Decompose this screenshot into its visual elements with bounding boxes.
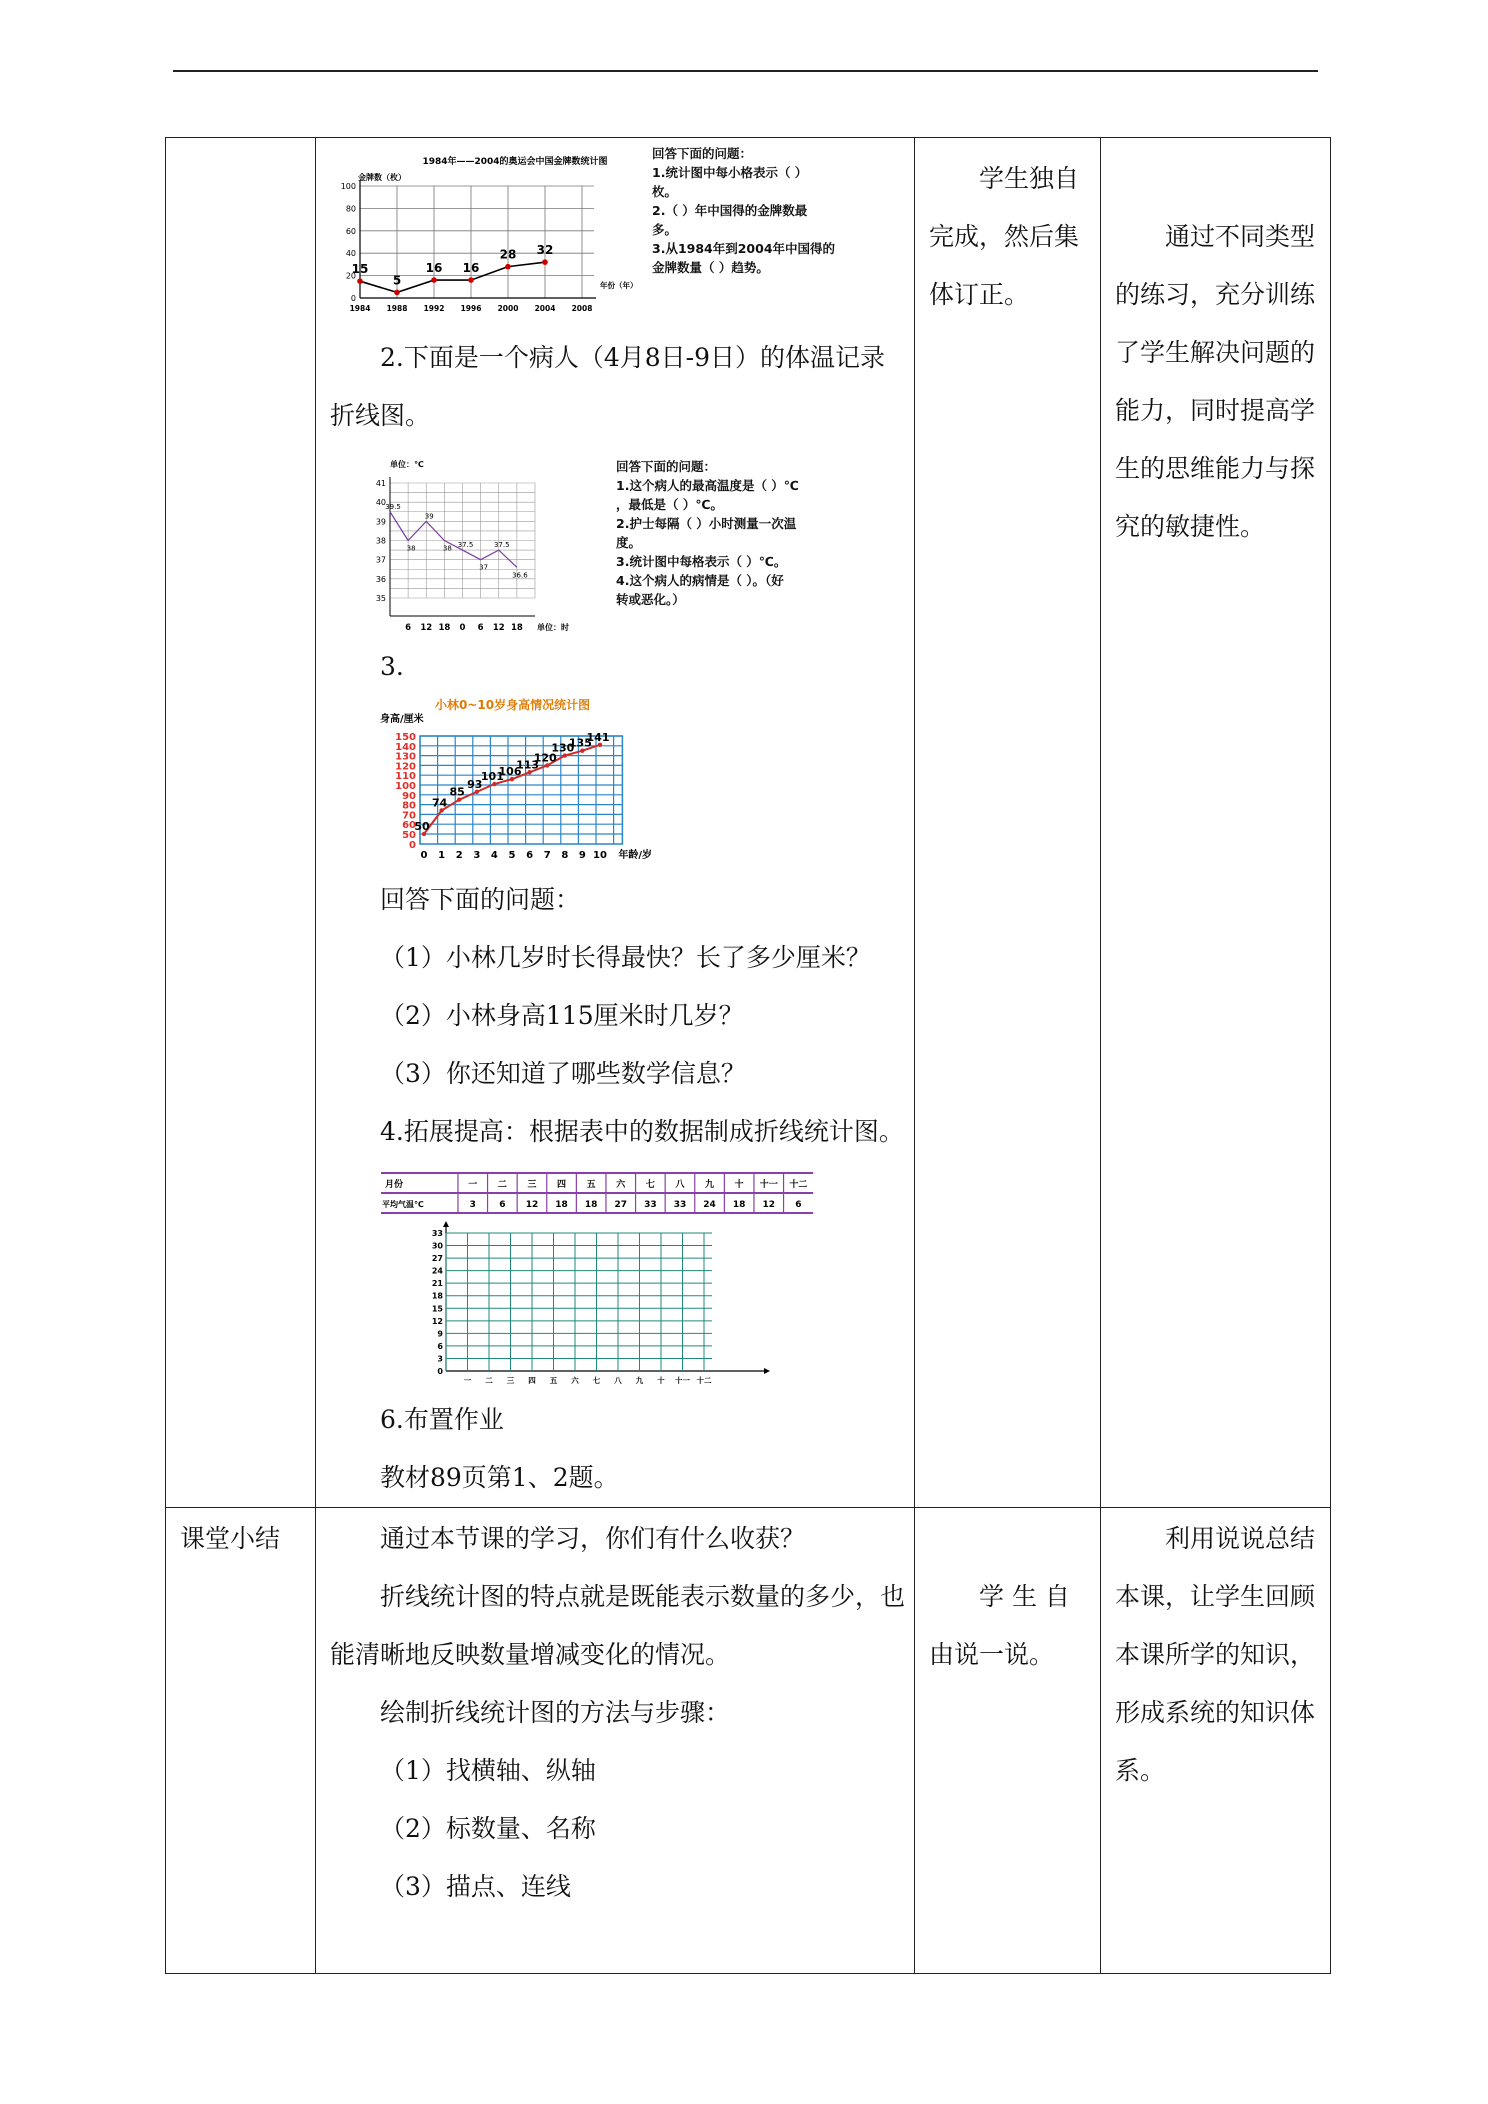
series-line [390, 512, 517, 568]
summary-row [166, 1508, 1331, 1974]
y-tick-label: 140 [395, 741, 416, 753]
summary-label: 课堂小结 [180, 1524, 281, 1553]
data-label: 16 [462, 261, 480, 276]
x-axis-label: 单位：时 [537, 623, 569, 632]
data-label: 106 [498, 765, 522, 779]
x-tick-label: 3 [473, 850, 481, 861]
data-label: 113 [516, 758, 540, 772]
x-tick-label: 6 [477, 623, 484, 633]
table-cell: 3 [469, 1200, 476, 1210]
table-header-cell: 九 [705, 1180, 715, 1190]
question-line: 1.这个病人的最高温度是（ ）℃ [616, 478, 799, 493]
question-3-item-1: （1）小林几岁时长得最快？长了多少厘米？ [380, 943, 871, 972]
y-tick-label: 27 [431, 1254, 443, 1264]
x-tick-label: 四 [528, 1376, 536, 1385]
table-cell: 12 [525, 1200, 539, 1210]
x-tick-label: 1996 [460, 304, 482, 313]
data-label: 16 [425, 261, 443, 276]
question-line: 2.护士每隔（ ）小时测量一次温 [616, 516, 797, 531]
y-tick-label: 50 [402, 830, 416, 841]
data-point [431, 277, 437, 283]
data-point [468, 277, 474, 283]
chart-title: 小林0~10岁身高情况统计图 [435, 698, 591, 712]
homework-content: 教材89页第1、2题。 [380, 1463, 619, 1492]
question-line: 回答下面的问题： [652, 146, 753, 161]
table-header-cell: 六 [616, 1180, 626, 1190]
y-tick-label: 150 [395, 732, 416, 743]
question-4-text: 4.拓展提高：根据表中的数据制成折线统计图。 [380, 1117, 904, 1146]
data-label: 37.5 [493, 541, 510, 550]
table-cell: 33 [644, 1200, 657, 1210]
x-tick-label: 2 [455, 850, 463, 861]
table-header-cell: 二 [497, 1180, 507, 1190]
y-tick-label: 37 [375, 555, 386, 565]
y-axis-arrow [443, 1221, 449, 1227]
table-header-cell: 一 [468, 1180, 478, 1190]
data-point [357, 278, 363, 284]
question-line: 金牌数量（ ）趋势。 [652, 260, 769, 275]
x-tick-label: 10 [593, 850, 607, 861]
temp-chart-questions [616, 457, 856, 609]
y-axis-label: 金牌数（枚） [358, 173, 406, 182]
y-tick-label: 0 [437, 1367, 443, 1376]
y-tick-label: 6 [437, 1341, 443, 1351]
lesson-table [165, 137, 1331, 1974]
series-line [360, 262, 545, 292]
activity-cell [316, 138, 915, 1508]
x-tick-label: 1988 [386, 304, 408, 313]
x-tick-label: 18 [510, 623, 523, 633]
data-point [394, 290, 400, 296]
data-label: 141 [586, 730, 610, 744]
homework-title: 6.布置作业 [380, 1405, 504, 1434]
table-header-cell: 八 [675, 1180, 685, 1190]
summary-student-text: 学 生 自由说一说。 [929, 1582, 1070, 1669]
question-line: 回答下面的问题： [616, 459, 717, 474]
gold-medal-chart [330, 138, 650, 323]
data-label: 38 [406, 544, 416, 553]
x-tick-label: 1992 [423, 304, 445, 313]
table-header-cell: 十二 [789, 1180, 808, 1190]
question-line: 度。 [616, 535, 642, 550]
x-tick-label: 0 [459, 623, 466, 633]
x-tick-label: 0 [420, 850, 428, 861]
practice-row [166, 138, 1331, 1508]
monthly-temperature-table [381, 1163, 808, 1223]
summary-intent-text: 利用说说总结本课，让学生回顾本课所学的知识，形成系统的知识体系。 [1115, 1524, 1316, 1785]
x-tick-label: 4 [490, 850, 498, 861]
x-tick-label: 7 [543, 850, 551, 861]
data-label: 5 [392, 273, 402, 288]
data-label: 36.6 [512, 571, 528, 580]
question-3 [330, 638, 906, 696]
x-tick-label: 十 [657, 1376, 665, 1385]
summary-content [330, 1510, 906, 1916]
table-cell: 6 [795, 1200, 802, 1210]
y-tick-label: 80 [402, 800, 416, 812]
data-label: 39.5 [385, 502, 401, 511]
summary-line: （2）标数量、名称 [380, 1814, 596, 1843]
summary-line: 通过本节课的学习，你们有什么收获？ [380, 1524, 806, 1553]
question-line: 2.（ ）年中国得的金牌数最 [652, 203, 808, 218]
table-header-cell: 月份 [385, 1180, 404, 1190]
x-tick-label: 一 [463, 1376, 472, 1385]
y-tick-label: 130 [395, 751, 416, 763]
design-intent-text: 通过不同类型的练习，充分训练了学生解决问题的能力，同时提高学生的思维能力与探究的敏捷性。 [1115, 222, 1316, 541]
x-tick-label: 6 [405, 623, 412, 633]
question-line: 枚。 [652, 184, 678, 199]
question-3-item-2: （2）小林身高115厘米时几岁？ [380, 1001, 744, 1030]
y-tick-label: 60 [402, 820, 416, 832]
data-label: 74 [431, 796, 448, 810]
data-label: 28 [499, 247, 517, 262]
x-axis-label: 年份（年） [600, 281, 638, 290]
data-label: 37.5 [457, 541, 474, 550]
y-axis-label: 单位：℃ [390, 460, 424, 469]
chart-title: 1984年——2004的奥运会中国金牌数统计图 [422, 157, 608, 167]
table-header-cell: 十一 [759, 1180, 778, 1190]
table-cell: 18 [732, 1200, 746, 1210]
y-tick-label: 0 [409, 840, 416, 851]
data-label: 130 [551, 741, 575, 755]
x-tick-label: 1 [438, 850, 446, 861]
data-label: 135 [568, 736, 592, 750]
height-chart [380, 696, 653, 871]
table-header-cell: 十 [734, 1180, 744, 1190]
x-axis-arrow [764, 1368, 770, 1374]
question-line: 转或恶化。） [616, 592, 685, 607]
table-cell: 平均气温℃ [382, 1200, 424, 1209]
y-tick-label: 80 [345, 204, 356, 214]
table-cell: 6 [499, 1200, 506, 1210]
data-label: 38 [442, 544, 452, 553]
student-activity-cell [915, 138, 1101, 1508]
x-tick-label: 六 [571, 1376, 579, 1385]
data-label: 37 [479, 563, 489, 572]
question-line: ，最低是（ ）℃。 [616, 497, 723, 512]
x-tick-label: 二 [485, 1376, 493, 1385]
y-tick-label: 18 [431, 1291, 443, 1301]
question-3-sub [330, 871, 906, 1161]
data-label: 101 [480, 770, 504, 784]
y-axis-label: 身高/厘米 [380, 714, 424, 725]
gold-chart-questions [652, 144, 852, 277]
y-tick-label: 41 [375, 479, 386, 488]
x-tick-label: 6 [526, 850, 534, 861]
y-tick-label: 120 [395, 761, 416, 773]
x-tick-label: 2000 [497, 304, 519, 313]
blank-line-chart-grid [426, 1221, 866, 1391]
x-tick-label: 七 [592, 1376, 601, 1385]
summary-intent-cell [1101, 1508, 1331, 1974]
y-tick-label: 0 [350, 294, 356, 303]
y-tick-label: 60 [345, 226, 356, 236]
summary-line: （1）找横轴、纵轴 [380, 1756, 596, 1785]
data-point [542, 259, 548, 265]
x-tick-label: 2008 [571, 304, 593, 313]
question-2-text: 2.下面是一个病人（4月8日-9日）的体温记录折线图。 [330, 343, 886, 430]
y-tick-label: 40 [375, 498, 386, 508]
data-label: 32 [536, 243, 554, 258]
y-tick-label: 30 [431, 1241, 443, 1251]
y-tick-label: 39 [375, 517, 386, 527]
y-tick-label: 12 [431, 1316, 443, 1326]
summary-label-cell [166, 1508, 316, 1974]
data-label: 15 [351, 262, 369, 277]
table-cell: 18 [584, 1200, 598, 1210]
temp-table-block [381, 1161, 906, 1221]
y-tick-label: 33 [431, 1229, 443, 1238]
table-header-cell: 四 [557, 1180, 567, 1190]
question-3-text: 3. [380, 652, 404, 681]
y-tick-label: 38 [375, 536, 386, 546]
stage-label-cell [166, 138, 316, 1508]
y-tick-label: 24 [431, 1266, 443, 1276]
table-header-cell: 七 [645, 1180, 655, 1190]
question-3-prompt: 回答下面的问题： [380, 885, 581, 914]
x-tick-label: 十二 [696, 1376, 712, 1385]
header-rule [173, 70, 1318, 72]
data-label: 93 [467, 777, 483, 791]
table-header-cell: 五 [586, 1180, 596, 1190]
question-line: 3.统计图中每格表示（ ）℃。 [616, 554, 787, 569]
question-3-item-3: （3）你还知道了哪些数学信息？ [380, 1059, 746, 1088]
x-tick-label: 12 [420, 623, 433, 633]
table-cell: 12 [762, 1200, 776, 1210]
table-cell: 33 [673, 1200, 687, 1210]
gold-chart-block [330, 138, 906, 323]
question-line: 3.从1984年到2004年中国得的 [652, 241, 836, 256]
table-cell: 18 [555, 1200, 568, 1210]
y-tick-label: 70 [402, 810, 416, 822]
table-cell: 24 [703, 1200, 716, 1210]
y-tick-label: 40 [345, 249, 356, 259]
height-chart-block [330, 696, 906, 871]
y-tick-label: 90 [402, 790, 416, 802]
summary-line: 绘制折线统计图的方法与步骤： [380, 1698, 731, 1727]
temperature-chart [370, 453, 610, 638]
summary-content-cell [316, 1508, 915, 1974]
summary-line: （3）描点、连线 [380, 1872, 571, 1901]
y-tick-label: 110 [395, 771, 416, 783]
x-tick-label: 三 [506, 1376, 515, 1385]
question-line: 多。 [652, 222, 678, 237]
data-point [505, 264, 511, 270]
data-label: 120 [533, 751, 557, 765]
x-tick-label: 9 [578, 850, 586, 861]
x-tick-label: 8 [561, 850, 569, 861]
x-tick-label: 5 [508, 850, 516, 861]
y-tick-label: 21 [431, 1279, 443, 1289]
data-label: 85 [449, 785, 465, 799]
x-tick-label: 五 [549, 1376, 558, 1385]
student-activity-text: 学生独自完成，然后集体订正。 [929, 164, 1080, 309]
summary-student-cell [915, 1508, 1101, 1974]
x-tick-label: 九 [635, 1376, 644, 1385]
y-tick-label: 3 [437, 1354, 443, 1364]
data-label: 39 [424, 512, 434, 521]
temp-chart-block [330, 453, 906, 638]
x-tick-label: 1984 [349, 304, 371, 313]
y-tick-label: 35 [375, 594, 386, 603]
design-intent-cell [1101, 138, 1331, 1508]
data-label: 50 [414, 820, 430, 833]
question-line: 1.统计图中每小格表示（ ） [652, 165, 808, 180]
question-2 [330, 329, 906, 445]
x-tick-label: 十一 [675, 1376, 690, 1385]
y-tick-label: 36 [375, 574, 386, 584]
table-header-cell: 三 [527, 1180, 537, 1190]
x-tick-label: 18 [438, 623, 451, 633]
blank-grid-block [381, 1221, 906, 1391]
x-axis-label: 年龄/岁 [618, 850, 653, 861]
question-line: 4.这个病人的病情是（ ）。（好 [616, 573, 784, 588]
x-tick-label: 12 [492, 623, 505, 633]
y-tick-label: 100 [395, 781, 416, 792]
y-tick-label: 9 [437, 1329, 443, 1339]
table-cell: 27 [614, 1200, 628, 1210]
y-tick-label: 100 [340, 182, 356, 191]
x-tick-label: 八 [614, 1376, 622, 1385]
homework [330, 1391, 906, 1507]
y-tick-label: 20 [345, 271, 356, 281]
y-tick-label: 15 [431, 1304, 443, 1314]
x-tick-label: 2004 [534, 304, 556, 313]
summary-line: 折线统计图的特点就是既能表示数量的多少，也能清晰地反映数量增减变化的情况。 [330, 1582, 906, 1669]
